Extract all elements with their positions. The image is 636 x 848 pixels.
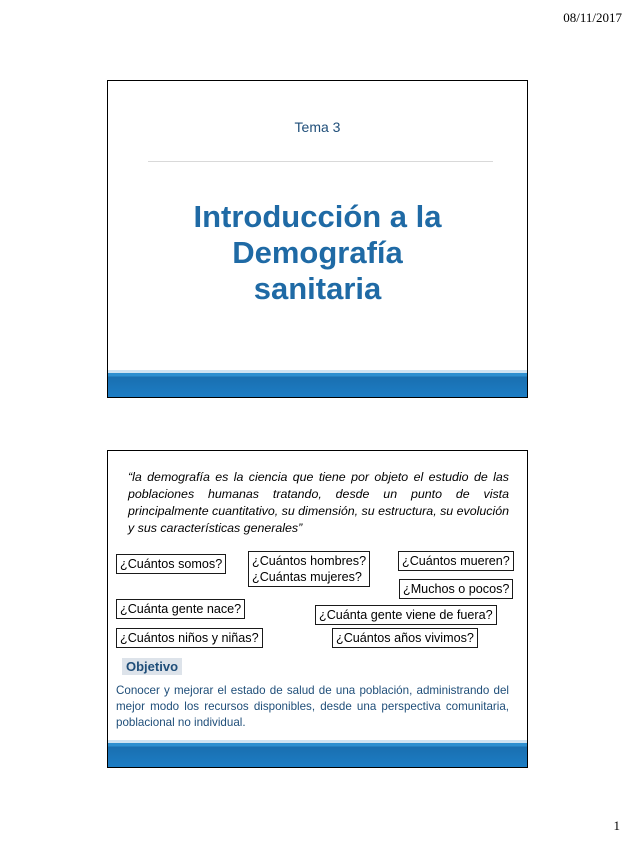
title-line-3: sanitaria <box>253 271 382 306</box>
question-box-muchos-pocos: ¿Muchos o pocos? <box>399 579 513 599</box>
slide-content <box>107 450 528 768</box>
slide-footer-bar <box>108 373 527 397</box>
question-box-anos-vivimos: ¿Cuántos años vivimos? <box>332 628 478 648</box>
question-box-viene-fuera: ¿Cuánta gente viene de fuera? <box>315 605 497 625</box>
slide-subtitle: Tema 3 <box>294 119 341 135</box>
question-hombres: ¿Cuántos hombres? <box>252 554 367 568</box>
page-number: 1 <box>613 818 620 833</box>
question-mujeres: ¿Cuántas mujeres? <box>252 570 362 584</box>
slide-footer-bar <box>108 743 527 767</box>
slide-main-title <box>108 199 527 307</box>
title-line-1: Introducción a la <box>193 199 442 234</box>
title-line-2: Demografía <box>232 235 403 270</box>
question-box-hombres-mujeres <box>248 551 370 587</box>
question-box-ninos-ninas: ¿Cuántos niños y niñas? <box>116 628 263 648</box>
slide-title <box>107 80 528 398</box>
divider-line <box>148 161 493 162</box>
question-box-gente-nace: ¿Cuánta gente nace? <box>116 599 245 619</box>
page-date: 08/11/2017 <box>563 10 622 25</box>
objective-text: Conocer y mejorar el estado de salud de una población, administrando del mejor modo los recursos disponibles, desde una perspectiva comunitaria, poblacional no individual. <box>116 684 509 729</box>
objective-label: Objetivo <box>122 658 182 675</box>
definition-quote: “la demografía es la ciencia que tiene por objeto el estudio de las poblaciones humanas tratando, desde un punto de vista principalmente cuantitativo, su dimensión, su estructura, su evolución y sus características generales” <box>128 470 509 535</box>
question-box-mueren: ¿Cuántos mueren? <box>398 551 514 571</box>
question-box-cuantos-somos: ¿Cuántos somos? <box>116 554 226 574</box>
